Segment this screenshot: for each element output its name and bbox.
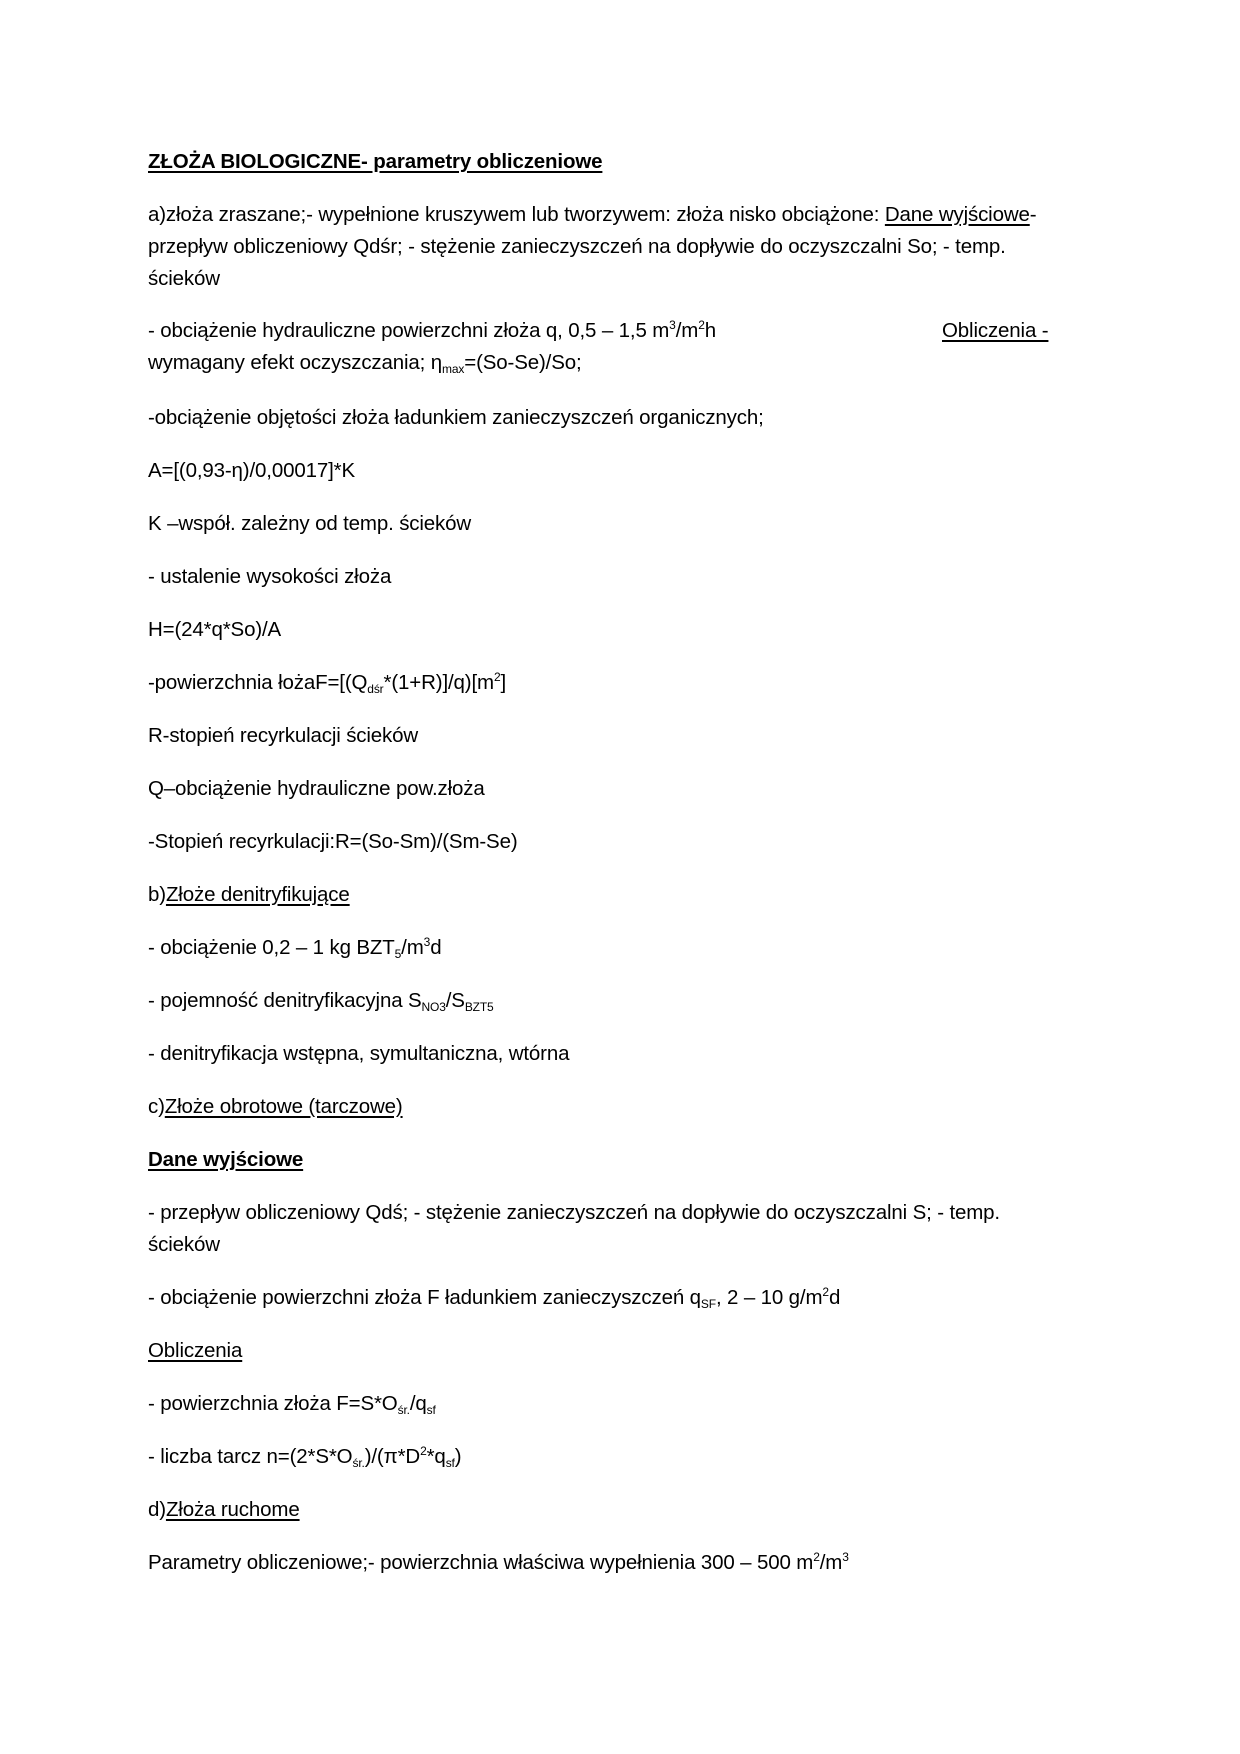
text-run: - obciążenie 0,2 – 1 kg BZT — [148, 936, 395, 959]
superscript: 2 — [493, 670, 501, 684]
subscript: max — [442, 362, 465, 376]
paragraph-line — [148, 1285, 840, 1311]
obliczenia-heading: Obliczenia - — [942, 319, 1049, 342]
text-run: - — [1029, 203, 1037, 226]
formula-line — [148, 1444, 461, 1470]
formula-line — [148, 1391, 436, 1417]
subscript: BZT5 — [464, 1000, 494, 1014]
paragraph-line: K –współ. zależny od temp. ścieków — [148, 512, 472, 535]
paragraph-line — [148, 318, 716, 344]
section-d-title: Złoża ruchome — [165, 1498, 300, 1521]
dane-wyjsciowe-subheading: Dane wyjściowe — [148, 1148, 304, 1171]
text-run: d) — [148, 1498, 166, 1521]
paragraph-line: - ustalenie wysokości złoża — [148, 565, 392, 588]
superscript: 3 — [842, 1550, 849, 1564]
superscript: 3 — [669, 318, 676, 332]
formula-line — [148, 670, 506, 696]
subscript: śr. — [352, 1456, 365, 1470]
formula-line: A=[(0,93-η)/0,00017]*K — [148, 459, 355, 482]
text-run: - obciążenie hydrauliczne powierzchni złoża q, 0,5 – 1,5 m — [148, 319, 670, 342]
text-run: a)złoża zraszane;- wypełnione kruszywem lub tworzywem: złoża nisko obciążone: — [148, 203, 885, 226]
paragraph-line — [148, 988, 494, 1014]
text-run: /m — [401, 936, 424, 959]
paragraph-line — [148, 935, 441, 961]
text-run: =(So-Se)/So; — [464, 351, 582, 374]
text-run: wymagany efekt oczyszczania; η — [148, 351, 443, 374]
paragraph-line: ścieków — [148, 1233, 220, 1256]
document-title: ZŁOŻA BIOLOGICZNE- parametry obliczeniowe — [148, 150, 603, 173]
paragraph-line: Q–obciążenie hydrauliczne pow.złoża — [148, 777, 485, 800]
subscript: dśr — [367, 682, 384, 696]
text-run: , 2 – 10 g/m — [715, 1286, 823, 1309]
subscript: SF — [700, 1297, 716, 1311]
section-c-title: Złoże obrotowe (tarczowe) — [164, 1095, 403, 1118]
text-run: - obciążenie powierzchni złoża F ładunkiem zanieczyszczeń q — [148, 1286, 701, 1309]
obliczenia-subheading: Obliczenia — [148, 1339, 243, 1362]
paragraph-line: -obciążenie objętości złoża ładunkiem zanieczyszczeń organicznych; — [148, 406, 764, 429]
superscript: 3 — [423, 935, 431, 949]
formula-line: -Stopień recyrkulacji:R=(So-Sm)/(Sm-Se) — [148, 830, 518, 853]
text-run: /S — [445, 989, 465, 1012]
superscript: 2 — [813, 1550, 820, 1564]
text-run: d — [430, 936, 442, 959]
text-run: -powierzchnia łożaF=[(Q — [148, 671, 368, 694]
subscript: sf — [426, 1403, 436, 1417]
text-run: - pojemność denitryfikacyjna S — [148, 989, 422, 1012]
text-run: - powierzchnia złoża F=S*O — [148, 1392, 398, 1415]
section-b-heading — [148, 882, 350, 908]
section-c-heading — [148, 1094, 403, 1120]
subscript: NO3 — [421, 1000, 446, 1014]
text-run: h — [704, 319, 716, 342]
text-run: b) — [148, 883, 166, 906]
dane-wyjsciowe-heading: Dane wyjściowe — [884, 203, 1030, 226]
text-run: /m — [819, 1551, 843, 1574]
paragraph-line — [148, 1550, 849, 1576]
paragraph-line: - przepływ obliczeniowy Qdś; - stężenie zanieczyszczeń na dopływie do oczyszczalni S; - temp. — [148, 1201, 1000, 1224]
text-run: *(1+R)]/q)[m — [383, 671, 494, 694]
text-run: *q — [426, 1445, 446, 1468]
text-run: d — [828, 1286, 841, 1309]
text-run: ] — [500, 671, 507, 694]
section-d-heading — [148, 1497, 300, 1523]
section-b-title: Złoże denitryfikujące — [165, 883, 350, 906]
text-run: )/(π*D — [364, 1445, 421, 1468]
formula-line: H=(24*q*So)/A — [148, 618, 282, 641]
paragraph-line: R-stopień recyrkulacji ścieków — [148, 724, 419, 747]
paragraph-line: przepływ obliczeniowy Qdśr; - stężenie zanieczyszczeń na dopływie do oczyszczalni So; - temp. — [148, 235, 1006, 258]
paragraph-line — [148, 202, 1036, 228]
paragraph-line: - denitryfikacja wstępna, symultaniczna, wtórna — [148, 1042, 570, 1065]
text-run: /m — [675, 319, 699, 342]
superscript: 2 — [822, 1285, 829, 1299]
text-run: Parametry obliczeniowe;- powierzchnia właściwa wypełnienia 300 – 500 m — [148, 1551, 814, 1574]
text-run: c) — [148, 1095, 165, 1118]
paragraph-line — [148, 350, 582, 376]
text-run: /q — [409, 1392, 427, 1415]
superscript: 2 — [420, 1444, 427, 1458]
paragraph-line: ścieków — [148, 267, 220, 290]
superscript: 2 — [698, 318, 705, 332]
text-run: - liczba tarcz n=(2*S*O — [148, 1445, 353, 1468]
subscript: sf — [445, 1456, 455, 1470]
text-run: ) — [454, 1445, 462, 1468]
subscript: śr. — [397, 1403, 410, 1417]
subscript: 5 — [394, 947, 402, 961]
